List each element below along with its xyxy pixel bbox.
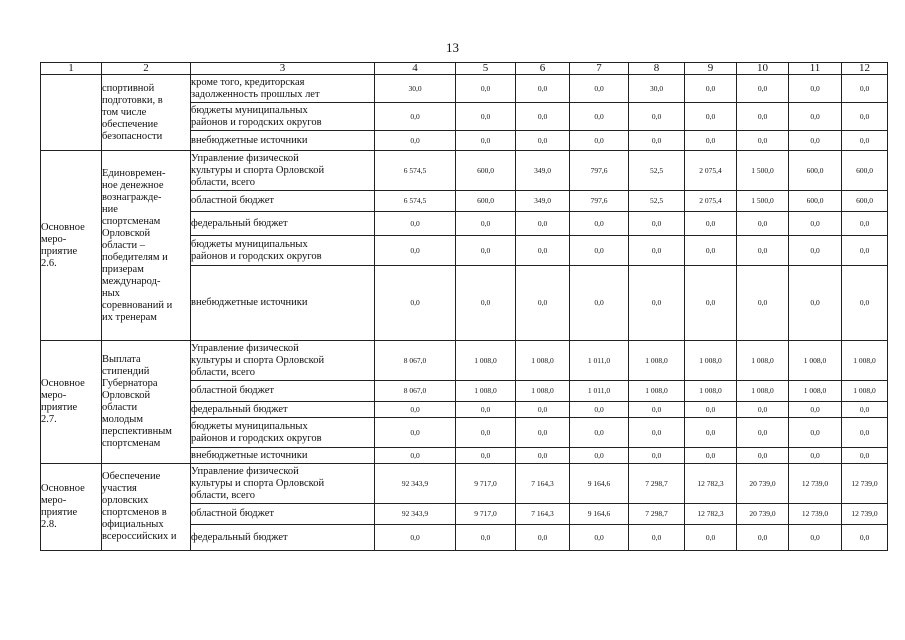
value-cell-col-12: 0,0 [842, 266, 888, 341]
value-cell-col-4: 8 067,0 [375, 341, 456, 381]
activity-name-line: Губернатора [102, 378, 158, 389]
value-cell-col-6: 0,0 [516, 525, 570, 551]
column-header-9: 9 [685, 63, 737, 75]
value-cell-col-12: 0,0 [842, 103, 888, 131]
activity-name-line: спортсменам [102, 438, 161, 449]
value-cell-col-5: 600,0 [456, 151, 516, 191]
value-cell-col-4: 0,0 [375, 525, 456, 551]
activity-name-line: безопасности [102, 130, 163, 142]
funding-source-line: внебюджетные источники [191, 297, 308, 308]
value-cell-col-9: 0,0 [685, 131, 737, 151]
activity-code-line: приятие [41, 245, 78, 257]
activity-name-line: том числе [102, 106, 147, 118]
value-cell-col-5: 9 717,0 [456, 504, 516, 525]
activity-name-line: всероссийских и [102, 531, 177, 542]
value-cell-col-7: 0,0 [570, 448, 629, 464]
value-cell-col-4: 8 067,0 [375, 381, 456, 402]
value-cell-col-6: 0,0 [516, 75, 570, 103]
funding-source-cell [191, 236, 375, 266]
funding-source-line: области, всего [191, 489, 255, 501]
value-cell-col-5: 0,0 [456, 212, 516, 236]
activity-name-line: орловских [102, 495, 149, 506]
funding-source-line: кроме того, кредиторская [191, 76, 305, 88]
value-cell-col-10: 1 008,0 [737, 341, 789, 381]
value-cell-col-10: 0,0 [737, 266, 789, 341]
value-cell-col-8: 52,5 [629, 191, 685, 212]
value-cell-col-5: 1 008,0 [456, 381, 516, 402]
value-cell-col-8: 0,0 [629, 266, 685, 341]
value-cell-col-8: 0,0 [629, 236, 685, 266]
value-cell-col-10: 0,0 [737, 103, 789, 131]
funding-source-cell [191, 266, 375, 341]
value-cell-col-11: 0,0 [789, 266, 842, 341]
value-cell-col-7: 0,0 [570, 236, 629, 266]
funding-source-cell [191, 212, 375, 236]
value-cell-col-9: 0,0 [685, 103, 737, 131]
activity-name-line: ние [102, 203, 118, 215]
activity-name-line: их тренерам [102, 311, 157, 323]
funding-source-cell [191, 525, 375, 551]
activity-name-line: участия [102, 483, 137, 494]
value-cell-col-11: 600,0 [789, 191, 842, 212]
value-cell-col-12: 0,0 [842, 402, 888, 418]
value-cell-col-6: 349,0 [516, 151, 570, 191]
value-cell-col-12: 1 008,0 [842, 341, 888, 381]
funding-source-line: внебюджетные источники [191, 449, 308, 461]
value-cell-col-6: 0,0 [516, 131, 570, 151]
funding-source-line: федеральный бюджет [191, 531, 288, 543]
value-cell-col-12: 0,0 [842, 236, 888, 266]
table-row [41, 341, 888, 381]
funding-source-cell [191, 103, 375, 131]
funding-source-cell [191, 75, 375, 103]
value-cell-col-4: 0,0 [375, 418, 456, 448]
value-cell-col-10: 0,0 [737, 75, 789, 103]
value-cell-col-5: 0,0 [456, 236, 516, 266]
value-cell-col-9: 2 075,4 [685, 191, 737, 212]
value-cell-col-8: 52,5 [629, 151, 685, 191]
activity-code-line: Основное [41, 483, 85, 494]
activity-name-line: области [102, 402, 138, 413]
value-cell-col-6: 1 008,0 [516, 381, 570, 402]
funding-source-line: задолженность прошлых лет [191, 88, 320, 100]
value-cell-col-12: 0,0 [842, 418, 888, 448]
value-cell-col-7: 0,0 [570, 212, 629, 236]
value-cell-col-6: 0,0 [516, 236, 570, 266]
value-cell-col-8: 1 008,0 [629, 341, 685, 381]
value-cell-col-12: 12 739,0 [842, 504, 888, 525]
value-cell-col-5: 0,0 [456, 525, 516, 551]
value-cell-col-11: 0,0 [789, 212, 842, 236]
funding-source-line: областной бюджет [191, 385, 274, 396]
value-cell-col-6: 7 164,3 [516, 504, 570, 525]
value-cell-col-8: 7 298,7 [629, 504, 685, 525]
value-cell-col-12: 0,0 [842, 525, 888, 551]
funding-source-line: культуры и спорта Орловской [191, 164, 325, 176]
value-cell-col-12: 600,0 [842, 151, 888, 191]
value-cell-col-10: 1 008,0 [737, 381, 789, 402]
value-cell-col-9: 0,0 [685, 402, 737, 418]
value-cell-col-4: 0,0 [375, 266, 456, 341]
funding-source-line: Управление физической [191, 342, 299, 354]
activity-code-line: меро- [41, 495, 67, 506]
value-cell-col-10: 20 739,0 [737, 504, 789, 525]
activity-code-cell [41, 151, 102, 341]
value-cell-col-5: 0,0 [456, 448, 516, 464]
value-cell-col-6: 0,0 [516, 448, 570, 464]
funding-source-cell [191, 191, 375, 212]
funding-source-line: районов и городских округов [191, 432, 322, 444]
value-cell-col-8: 0,0 [629, 103, 685, 131]
value-cell-col-11: 0,0 [789, 418, 842, 448]
activity-code-line: Основное [41, 378, 85, 389]
value-cell-col-10: 20 739,0 [737, 464, 789, 504]
column-header-12: 12 [842, 63, 888, 75]
column-header-6: 6 [516, 63, 570, 75]
value-cell-col-8: 0,0 [629, 402, 685, 418]
value-cell-col-7: 0,0 [570, 103, 629, 131]
activity-name-line: Обеспечение [102, 471, 161, 482]
activity-name-line: Выплата [102, 354, 141, 365]
activity-name-line: перспективным [102, 426, 172, 437]
value-cell-col-9: 12 782,3 [685, 464, 737, 504]
value-cell-col-10: 1 500,0 [737, 151, 789, 191]
column-header-2: 2 [102, 63, 191, 75]
funding-source-line: бюджеты муниципальных [191, 104, 308, 116]
value-cell-col-5: 0,0 [456, 75, 516, 103]
value-cell-col-6: 349,0 [516, 191, 570, 212]
value-cell-col-8: 0,0 [629, 131, 685, 151]
activity-name-line: ных [102, 287, 120, 299]
column-header-1: 1 [41, 63, 102, 75]
value-cell-col-4: 0,0 [375, 236, 456, 266]
funding-source-line: внебюджетные источники [191, 134, 308, 146]
value-cell-col-6: 0,0 [516, 402, 570, 418]
activity-name-line: международ- [102, 275, 161, 287]
activity-name-line: спортсменам [102, 215, 161, 227]
activity-name-line: подготовки, в [102, 94, 163, 106]
value-cell-col-8: 1 008,0 [629, 381, 685, 402]
value-cell-col-7: 0,0 [570, 402, 629, 418]
column-header-5: 5 [456, 63, 516, 75]
activity-code-cell [41, 75, 102, 151]
value-cell-col-4: 0,0 [375, 402, 456, 418]
activity-code-line: приятие [41, 507, 78, 518]
value-cell-col-11: 12 739,0 [789, 464, 842, 504]
activity-name-line: обеспечение [102, 118, 158, 130]
funding-source-line: области, всего [191, 176, 255, 188]
value-cell-col-7: 1 011,0 [570, 381, 629, 402]
column-header-row [41, 63, 888, 75]
value-cell-col-9: 0,0 [685, 448, 737, 464]
funding-source-cell [191, 131, 375, 151]
column-header-3: 3 [191, 63, 375, 75]
value-cell-col-11: 0,0 [789, 75, 842, 103]
funding-source-line: бюджеты муниципальных [191, 420, 308, 432]
value-cell-col-8: 0,0 [629, 448, 685, 464]
value-cell-col-4: 92 343,9 [375, 464, 456, 504]
value-cell-col-10: 1 500,0 [737, 191, 789, 212]
activity-name-cell [102, 341, 191, 464]
value-cell-col-9: 12 782,3 [685, 504, 737, 525]
funding-source-cell [191, 151, 375, 191]
value-cell-col-9: 0,0 [685, 75, 737, 103]
value-cell-col-12: 0,0 [842, 131, 888, 151]
funding-source-line: областной бюджет [191, 508, 274, 519]
value-cell-col-6: 0,0 [516, 418, 570, 448]
value-cell-col-10: 0,0 [737, 448, 789, 464]
table-row [41, 151, 888, 191]
value-cell-col-8: 30,0 [629, 75, 685, 103]
value-cell-col-4: 92 343,9 [375, 504, 456, 525]
activity-name-line: Орловской [102, 227, 151, 239]
activity-code-cell [41, 341, 102, 464]
column-header-10: 10 [737, 63, 789, 75]
activity-name-line: Единовремен- [102, 167, 166, 179]
value-cell-col-11: 1 008,0 [789, 341, 842, 381]
funding-source-line: федеральный бюджет [191, 217, 288, 229]
activity-name-line: соревнований и [102, 299, 173, 311]
value-cell-col-10: 0,0 [737, 402, 789, 418]
value-cell-col-9: 0,0 [685, 212, 737, 236]
value-cell-col-12: 1 008,0 [842, 381, 888, 402]
funding-source-line: районов и городских округов [191, 116, 322, 128]
value-cell-col-5: 0,0 [456, 103, 516, 131]
funding-source-line: областной бюджет [191, 195, 274, 206]
value-cell-col-10: 0,0 [737, 418, 789, 448]
page-number: 13 [446, 40, 459, 55]
value-cell-col-8: 0,0 [629, 525, 685, 551]
value-cell-col-9: 0,0 [685, 236, 737, 266]
activity-name-line: спортсменов в [102, 507, 167, 518]
funding-source-cell [191, 464, 375, 504]
activity-name-cell [102, 464, 191, 551]
value-cell-col-4: 0,0 [375, 212, 456, 236]
activity-name-line: молодым [102, 414, 143, 425]
funding-source-line: области, всего [191, 366, 255, 378]
value-cell-col-11: 0,0 [789, 448, 842, 464]
activity-code-line: 2.7. [41, 414, 57, 425]
column-header-4: 4 [375, 63, 456, 75]
value-cell-col-8: 0,0 [629, 212, 685, 236]
value-cell-col-9: 1 008,0 [685, 341, 737, 381]
value-cell-col-10: 0,0 [737, 212, 789, 236]
value-cell-col-4: 0,0 [375, 103, 456, 131]
funding-source-line: Управление физической [191, 465, 299, 477]
activity-name-line: стипендий [102, 366, 150, 377]
activity-name-line: Орловской [102, 390, 151, 401]
value-cell-col-5: 600,0 [456, 191, 516, 212]
value-cell-col-7: 0,0 [570, 418, 629, 448]
value-cell-col-11: 0,0 [789, 236, 842, 266]
activity-code-line: меро- [41, 390, 67, 401]
funding-source-cell [191, 402, 375, 418]
value-cell-col-5: 1 008,0 [456, 341, 516, 381]
value-cell-col-11: 12 739,0 [789, 504, 842, 525]
activity-name-line: официальных [102, 519, 164, 530]
value-cell-col-11: 1 008,0 [789, 381, 842, 402]
activity-name-line: спортивной [102, 82, 155, 94]
value-cell-col-11: 600,0 [789, 151, 842, 191]
value-cell-col-9: 2 075,4 [685, 151, 737, 191]
funding-source-line: Управление физической [191, 152, 299, 164]
value-cell-col-7: 797,6 [570, 191, 629, 212]
value-cell-col-11: 0,0 [789, 103, 842, 131]
value-cell-col-5: 0,0 [456, 402, 516, 418]
table-row [41, 464, 888, 504]
value-cell-col-10: 0,0 [737, 131, 789, 151]
activity-code-line: 2.8. [41, 519, 57, 530]
value-cell-col-4: 6 574,5 [375, 191, 456, 212]
value-cell-col-12: 0,0 [842, 448, 888, 464]
column-header-8: 8 [629, 63, 685, 75]
value-cell-col-8: 7 298,7 [629, 464, 685, 504]
funding-source-cell [191, 504, 375, 525]
activity-code-line: приятие [41, 402, 78, 413]
value-cell-col-11: 0,0 [789, 131, 842, 151]
funding-source-cell [191, 381, 375, 402]
value-cell-col-12: 0,0 [842, 212, 888, 236]
value-cell-col-4: 0,0 [375, 448, 456, 464]
activity-code-line: Основное [41, 221, 85, 233]
value-cell-col-6: 1 008,0 [516, 341, 570, 381]
value-cell-col-12: 0,0 [842, 75, 888, 103]
value-cell-col-7: 1 011,0 [570, 341, 629, 381]
value-cell-col-5: 0,0 [456, 131, 516, 151]
value-cell-col-5: 0,0 [456, 418, 516, 448]
funding-source-line: культуры и спорта Орловской [191, 477, 325, 489]
value-cell-col-6: 7 164,3 [516, 464, 570, 504]
value-cell-col-11: 0,0 [789, 402, 842, 418]
funding-source-cell [191, 341, 375, 381]
value-cell-col-12: 12 739,0 [842, 464, 888, 504]
funding-source-line: районов и городских округов [191, 250, 322, 262]
value-cell-col-8: 0,0 [629, 418, 685, 448]
value-cell-col-4: 0,0 [375, 131, 456, 151]
value-cell-col-7: 0,0 [570, 266, 629, 341]
value-cell-col-4: 6 574,5 [375, 151, 456, 191]
funding-source-line: бюджеты муниципальных [191, 238, 308, 250]
activity-name-line: области – [102, 239, 145, 251]
value-cell-col-5: 0,0 [456, 266, 516, 341]
activity-name-cell [102, 75, 191, 151]
funding-source-cell [191, 418, 375, 448]
activity-code-line: 2.6. [41, 257, 57, 269]
value-cell-col-6: 0,0 [516, 103, 570, 131]
value-cell-col-6: 0,0 [516, 212, 570, 236]
table-row [41, 75, 888, 103]
value-cell-col-9: 1 008,0 [685, 381, 737, 402]
value-cell-col-6: 0,0 [516, 266, 570, 341]
activity-code-cell [41, 464, 102, 551]
activity-name-line: победителям и [102, 251, 168, 263]
value-cell-col-9: 0,0 [685, 525, 737, 551]
value-cell-col-7: 0,0 [570, 525, 629, 551]
column-header-7: 7 [570, 63, 629, 75]
value-cell-col-10: 0,0 [737, 525, 789, 551]
activity-name-line: ное денежное [102, 179, 164, 191]
value-cell-col-7: 9 164,6 [570, 504, 629, 525]
value-cell-col-7: 0,0 [570, 75, 629, 103]
budget-table [40, 62, 888, 551]
funding-source-cell [191, 448, 375, 464]
value-cell-col-7: 797,6 [570, 151, 629, 191]
funding-source-line: федеральный бюджет [191, 403, 288, 415]
activity-name-line: вознагражде- [102, 191, 162, 203]
column-header-11: 11 [789, 63, 842, 75]
value-cell-col-11: 0,0 [789, 525, 842, 551]
value-cell-col-7: 9 164,6 [570, 464, 629, 504]
value-cell-col-7: 0,0 [570, 131, 629, 151]
activity-name-cell [102, 151, 191, 341]
activity-code-line: меро- [41, 233, 67, 245]
value-cell-col-9: 0,0 [685, 418, 737, 448]
value-cell-col-4: 30,0 [375, 75, 456, 103]
value-cell-col-10: 0,0 [737, 236, 789, 266]
value-cell-col-9: 0,0 [685, 266, 737, 341]
funding-source-line: культуры и спорта Орловской [191, 354, 325, 366]
value-cell-col-12: 600,0 [842, 191, 888, 212]
value-cell-col-5: 9 717,0 [456, 464, 516, 504]
activity-name-line: призерам [102, 263, 144, 275]
